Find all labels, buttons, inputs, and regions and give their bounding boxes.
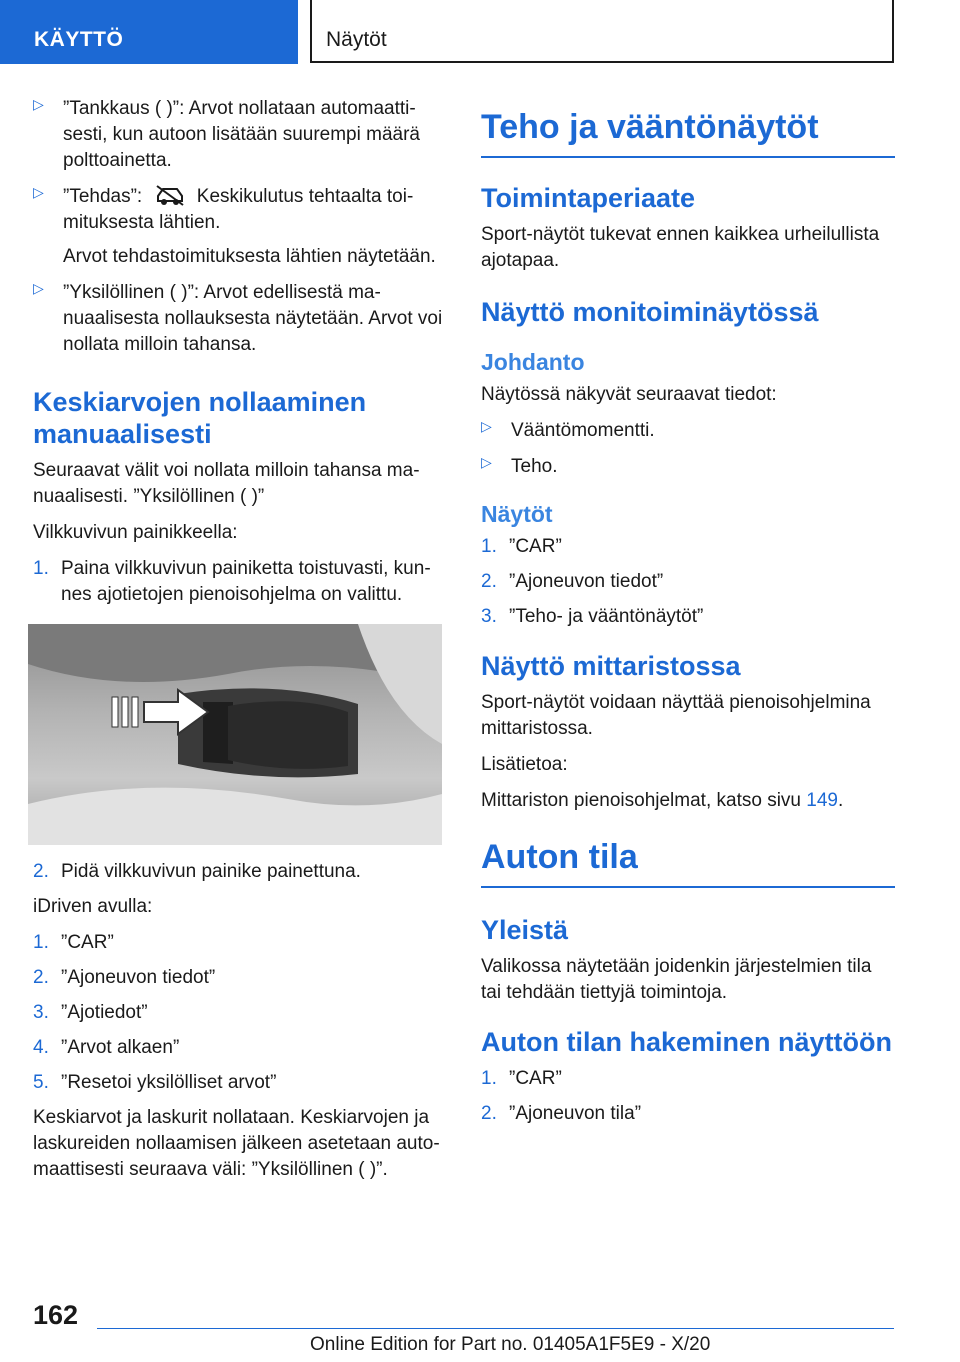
step-number: 1. — [481, 1068, 497, 1089]
step-number: 1. — [33, 558, 49, 579]
section-tab — [0, 0, 298, 64]
step-text: ”Teho- ja vääntönäytöt” — [509, 606, 704, 627]
step-number: 2. — [481, 571, 497, 592]
step-item — [33, 859, 447, 885]
step-item — [33, 930, 447, 956]
list-item-text: ”Yksilöllinen ( )”: Arvot edellisestä manuaalisesta nollauksesta näytetään. Arvot voi nollata milloin tahansa. — [63, 282, 443, 355]
step-number: 3. — [33, 1002, 49, 1023]
list-item — [481, 418, 895, 444]
step-number: 1. — [33, 932, 49, 953]
section-heading: Keskiarvojen nollaaminen manuaalisesti — [33, 387, 367, 449]
step-text: ”Ajoneuvon tila” — [509, 1103, 642, 1124]
triangle-bullet-icon: ▷ — [33, 184, 44, 200]
paragraph: Sport-näytöt tukevat ennen kaikkea urheilullista ajotapaa. — [481, 224, 880, 271]
triangle-bullet-icon: ▷ — [33, 280, 44, 296]
step-text: Pidä vilkkuvivun painike painettuna. — [61, 861, 361, 882]
step-number: 2. — [33, 967, 49, 988]
section-heading: Yleistä — [481, 915, 569, 945]
page-header-title: Näytöt — [326, 28, 387, 51]
step-number: 1. — [481, 536, 497, 557]
list-item — [481, 454, 895, 480]
chapter-heading: Teho ja vääntönäytöt — [481, 106, 895, 158]
list-item — [33, 280, 447, 358]
list-item — [33, 96, 447, 174]
section-heading: Näyttö mittaristossa — [481, 651, 741, 681]
step-text: Paina vilkkuvivun painiketta toistuvasti, kunnes ajotietojen pienoisohjelma on valittu. — [61, 558, 431, 605]
cross-reference-text: Mittariston pienoisohjelmat, katso sivu — [481, 790, 807, 811]
triangle-bullet-icon: ▷ — [481, 454, 492, 470]
step-text: ”Ajoneuvon tiedot” — [61, 967, 216, 988]
step-item — [33, 965, 447, 991]
paragraph: Mittariston pienoisohjelmat, katso sivu 149. — [481, 790, 844, 811]
step-item — [33, 1000, 447, 1026]
left-column — [33, 96, 447, 1193]
lever-illustration — [28, 624, 442, 845]
step-item — [481, 569, 895, 595]
page-number: 162 — [33, 1300, 79, 1330]
triangle-bullet-icon: ▷ — [481, 418, 492, 434]
turn-signal-lever-photo — [28, 624, 442, 845]
paragraph: Näytössä näkyvät seuraavat tiedot: — [481, 384, 777, 405]
step-text: ”Resetoi yksilölliset arvot” — [61, 1072, 277, 1093]
step-text: ”CAR” — [61, 932, 114, 953]
step-text: ”CAR” — [509, 536, 562, 557]
step-item — [481, 534, 895, 560]
list-item-text: Vääntömomentti. — [511, 420, 655, 441]
step-number: 3. — [481, 606, 497, 627]
page-header — [310, 0, 894, 63]
section-heading: Auton tilan hakeminen näyttöön — [481, 1027, 893, 1057]
list-item-subtext: Arvot tehdastoimituksesta lähtien näytetään. — [63, 246, 436, 267]
step-item — [481, 604, 895, 630]
paragraph: Vilkkuvivun painikkeella: — [33, 522, 238, 543]
paragraph: Lisätietoa: — [481, 754, 568, 775]
step-item — [33, 556, 447, 608]
paragraph: Seuraavat välit voi nollata milloin tahansa manuaalisesti. ”Yksilöllinen ( )” — [33, 460, 420, 507]
step-item — [33, 1070, 447, 1096]
section-heading: Toimintaperiaate — [481, 183, 696, 213]
step-text: ”Arvot alkaen” — [61, 1037, 180, 1058]
step-number: 2. — [33, 861, 49, 882]
right-column — [481, 100, 895, 1136]
step-text: ”Ajotiedot” — [61, 1002, 148, 1023]
paragraph: Valikossa näytetään joidenkin järjestelmien tila tai tehdään tiettyjä toimintoja. — [481, 956, 872, 1003]
section-label: KÄYTTÖ — [34, 28, 124, 51]
chapter-heading: Auton tila — [481, 836, 895, 888]
page-link[interactable]: 149 — [806, 790, 838, 811]
step-item — [33, 1035, 447, 1061]
paragraph: Keskiarvot ja laskurit nollataan. Keskiarvojen ja laskureiden nollaamisen jälkeen asetetaan automaattisesti seuraava väli: ”Yksilöllinen ( )”. — [33, 1107, 440, 1180]
paragraph: iDriven avulla: — [33, 896, 153, 917]
step-number: 5. — [33, 1072, 49, 1093]
step-number: 2. — [481, 1103, 497, 1124]
triangle-bullet-icon: ▷ — [33, 96, 44, 112]
subsection-heading: Näytöt — [481, 501, 553, 527]
list-item-text: Teho. — [511, 456, 558, 477]
edition-note: Online Edition for Part no. 01405A1F5E9 - X/20 — [310, 1334, 711, 1355]
paragraph: Sport-näytöt voidaan näyttää pienoisohjelmina mittaristossa. — [481, 692, 871, 739]
step-number: 4. — [33, 1037, 49, 1058]
list-item-text: Keskikulutus tehtaalta toimituksesta lähtien. — [63, 186, 414, 233]
step-text: ”CAR” — [509, 1068, 562, 1089]
section-heading: Näyttö monitoiminäytössä — [481, 297, 819, 327]
list-item-text: ”Tankkaus ( )”: Arvot nollataan automaattisesti, kun autoon lisätään suurempi määrä polttoainetta. — [63, 98, 420, 171]
step-item — [481, 1101, 895, 1127]
list-item — [33, 184, 447, 270]
factory-car-icon — [155, 184, 185, 206]
subsection-heading: Johdanto — [481, 349, 585, 375]
step-item — [481, 1066, 895, 1092]
step-text: ”Ajoneuvon tiedot” — [509, 571, 664, 592]
list-item-text: ”Tehdas”: — [63, 186, 143, 207]
footer-divider — [97, 1328, 894, 1329]
